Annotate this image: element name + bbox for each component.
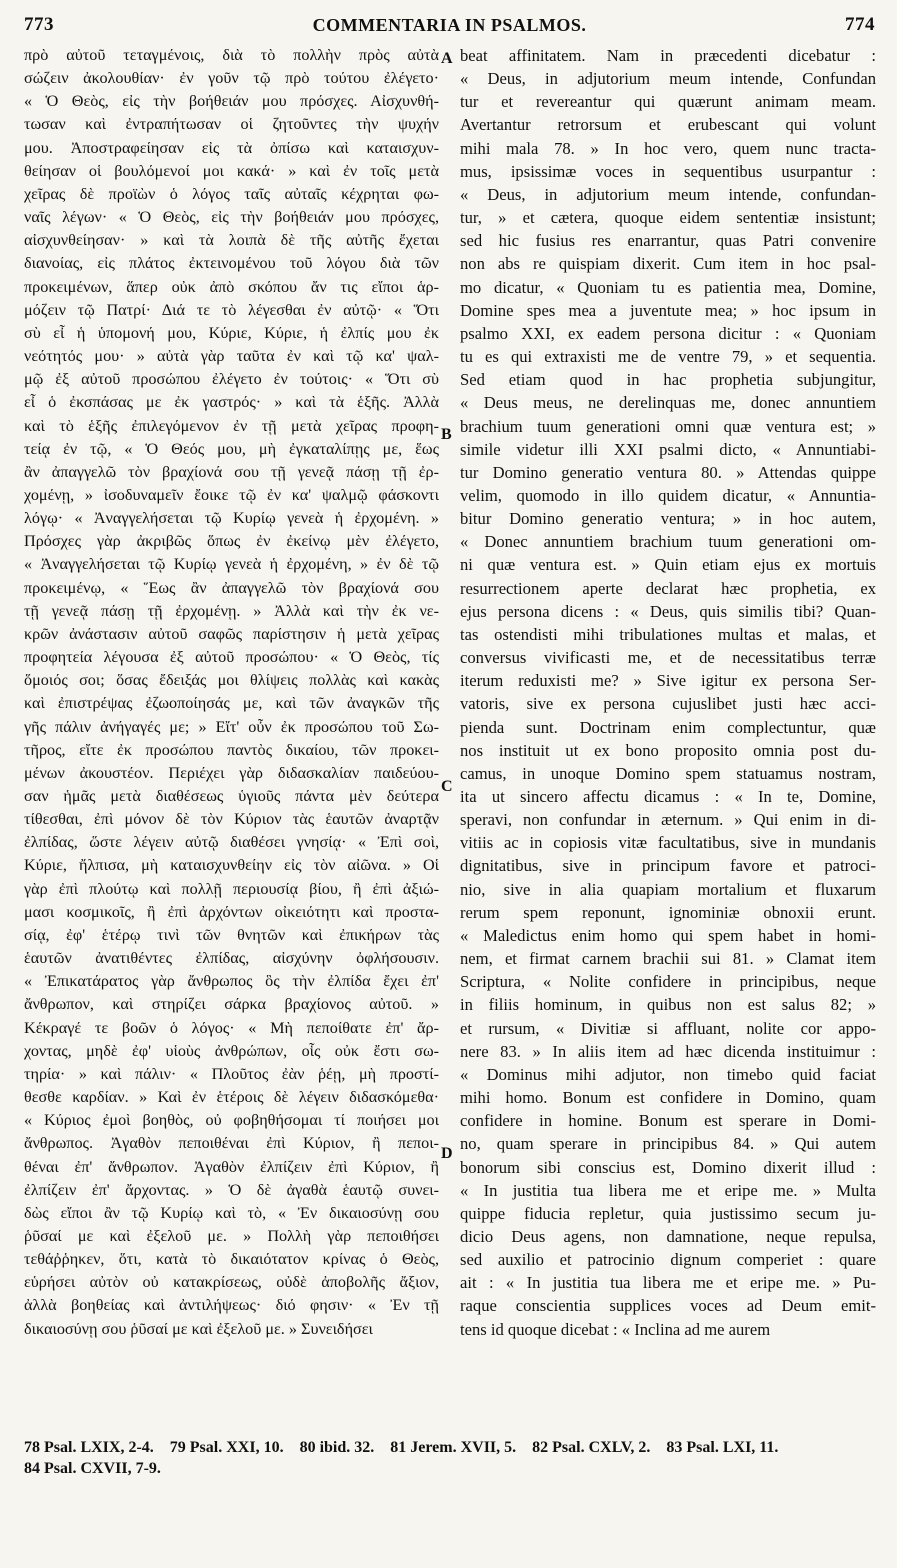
- greek-text-line: « Ὁ Θεὸς, εἰς τὴν βοήθειάν μου πρόσχες. Αἰσχυνθή-: [24, 92, 439, 111]
- latin-text-line: speravi, non confundar in æternum. » Qui enim in di-: [460, 810, 876, 830]
- greek-text-line: τεθάῤῥηκεν, ὅτι, κατὰ τὸ δικαιότατον κρίνας ὁ Θεὸς,: [24, 1250, 439, 1269]
- greek-text-line: τείᾳ ἐν τῷ, « Ὁ Θεός μου, μὴ ἐγκαταλίπῃς με, ἕως: [24, 439, 439, 458]
- latin-text-line: tur et revereantur qui quærunt animam meam.: [460, 92, 876, 112]
- greek-text-line: εὑρήσει αὐτὸν οὐ κατακρίσεως, οὐδὲ ἀποβολῆς ἄξιον,: [24, 1273, 439, 1292]
- greek-text-line: ἐλπίδας, ὥστε λέγειν αὐτῷ διαθέσει γνησίᾳ· « Ἐπὶ σοὶ,: [24, 833, 439, 852]
- latin-text-line: brachium tuum generationi omni quæ ventura est; »: [460, 416, 876, 436]
- latin-text-line: tas ostendisti mihi tribulationes multas et malas, et: [460, 624, 876, 644]
- latin-text-line: vatoris, sive ex persona cujuslibet justi hæc acci-: [460, 694, 876, 714]
- latin-text-line: ni quæ ventura est. » Quin etiam ejus ex mortuis: [460, 555, 876, 575]
- page-header: [24, 10, 875, 40]
- latin-text-line: quippe fiducia repletur, quia justissimo secum ju-: [460, 1203, 876, 1223]
- footnote: 78 Psal. LXIX, 2-4.: [24, 1439, 154, 1456]
- latin-text-line: dicio Deus agens, non damnatione, neque repulsa,: [460, 1226, 876, 1246]
- latin-text-line: « Deus, in adjutorium meum intende, Confundan: [460, 69, 876, 89]
- greek-text-line: σὺ εἶ ἡ ὑπομονή μου, Κύριε, Κύριε, ἡ ἐλπίς μου ἐκ: [24, 323, 439, 342]
- latin-text-line: Sed etiam quod in hac prophetia subjungitur,: [460, 370, 876, 390]
- greek-text-line: ναῖς λέγων· « Ὁ Θεὸς, εἰς τὴν βοήθειάν μου πρόσχες,: [24, 208, 439, 227]
- greek-text-line: « Ἀναγγελήσεται τῷ Κυρίῳ γενεὰ ἡ ἐρχομένη, » ἐν δὲ τῷ: [24, 555, 439, 574]
- greek-text-line: μῷ ἐξ αὐτοῦ προσώπου ἐλέγετο ἐν τούτοις· « Ὅτι σὺ: [24, 370, 439, 389]
- latin-text-line: tur, » et cætera, quoque eidem sententiæ insistunt;: [460, 208, 876, 228]
- latin-text-line: raque conscientia supplices voces ad Deum emit-: [460, 1296, 876, 1316]
- greek-text-line: δικαιοσύνῃ σου ῥῦσαί με καὶ ἐξελοῦ με. » Συνειδήσει: [24, 1319, 373, 1338]
- latin-text-line: bitur Domino generatio ventura; » in hoc autem,: [460, 509, 876, 529]
- latin-text-line: « In justitia tua libera me et eripe me. » Multa: [460, 1180, 876, 1200]
- latin-text-line: ait : « In justitia tua libera me et eripe me. » Pu-: [460, 1273, 876, 1293]
- latin-text-line: ita ut sincero affectu dicamus : « In te, Domine,: [460, 787, 876, 806]
- greek-text-line: χεῖρας δὲ προϊὼν ὁ λόγος ταῖς αὐταῖς κέχρηται φω-: [24, 184, 439, 203]
- greek-text-line: τῆρος, εἴτε ἐκ προσώπου παντὸς δικαίου, τῶν προκει-: [24, 740, 439, 759]
- greek-text-line: ἐλπίζειν ἐπ' ἄρχοντας. » Ὁ δὲ ἀγαθὰ ἑαυτῷ συνει-: [24, 1180, 439, 1199]
- greek-text-line: χομένῃ, » ἰσοδυναμεῖν ἔοικε τῷ ἐν κα' ψαλμῷ φάσκοντι: [24, 485, 439, 504]
- latin-text-line: nem, et firmat carnem brachii sui 81. » Clamat item: [460, 949, 876, 969]
- latin-text-line: conversus vivificasti me, et de necessitatibus terræ: [460, 648, 876, 668]
- footnote: 81 Jerem. XVII, 5.: [390, 1439, 517, 1456]
- greek-text-line: καὶ ἐπιστρέψας ἐζωοποίησάς με, καὶ τῶν ἀναγκῶν τῆς: [24, 694, 439, 713]
- footnote: 80 ibid. 32.: [299, 1439, 375, 1456]
- footnote-row: [24, 1437, 875, 1458]
- latin-text-line: mus, ipsissimæ voces in sequentibus usurpantur :: [460, 161, 876, 181]
- greek-text-line: καὶ τὸ ἑξῆς ἐπιλεγόμενον ἐν τῇ μετὰ χεῖρας προφη-: [24, 416, 439, 435]
- latin-text-line: velim, quomodo in illo quidem dicatur, « Annuntia-: [460, 485, 876, 505]
- footnote: 82 Psal. CXLV, 2.: [532, 1439, 651, 1456]
- greek-text-line: τίθεσθαι, ἐπὶ μόνον δὲ τὸν Κύριον τὰς ἑαυτῶν ἀναρτᾷν: [24, 810, 439, 829]
- latin-text-line: resurrectionem aperte declarat hæc prophetia, ex: [460, 578, 876, 598]
- latin-text-line: Avertantur retrorsum et erubescant qui volunt: [460, 115, 876, 135]
- greek-text-line: τῇ γενεᾷ πάσῃ τῇ ἐρχομένῃ. » Ἀλλὰ καὶ τὴν ἐκ νε-: [24, 601, 439, 620]
- latin-text-line: confidere in homine. Bonum est sperare in Domi-: [460, 1111, 876, 1131]
- greek-text-line: πρὸ αὐτοῦ τεταγμένοις, διὰ τὸ πολλὴν πρὸς αὐτὰ: [24, 46, 439, 64]
- latin-text-line: pienda sunt. Doctrinam enim complectuntur, quæ: [460, 717, 876, 737]
- greek-text-line: μασι κοσμικοῖς, ἢ ἐπὶ ἀρχόντων οἰκειότητι καὶ προστα-: [24, 902, 439, 921]
- latin-text-line: psalmo XXI, ex eadem persona dicitur : « Quoniam: [460, 323, 876, 343]
- latin-text-line: Domine spes mea a juventute mea; » hoc ipsum in: [460, 300, 876, 320]
- greek-text-line: δὼς εἴποι ἂν τῷ Κυρίῳ καὶ τὸ, « Ἐν δικαιοσύνῃ σου: [24, 1203, 439, 1222]
- greek-text-line: « Κύριος ἐμοὶ βοηθὸς, οὐ φοβηθήσομαι τί ποιήσει μοι: [24, 1111, 439, 1130]
- latin-text-line: ejus persona dicens : « Deus, quis similis tibi? Quan-: [460, 601, 876, 621]
- latin-text-line: « Deus meus, ne derelinquas me, donec annuntiem: [460, 393, 876, 413]
- footnote-row: [24, 1458, 875, 1479]
- greek-column: [24, 44, 439, 1341]
- greek-text-line: μένων ἀκουστέον. Περιέχει γὰρ διδασκαλίαν παιδεύου-: [24, 763, 439, 782]
- greek-text-line: μου. Ἀποστραφείησαν εἰς τὰ ὀπίσω καὶ καταισχυν-: [24, 138, 439, 157]
- latin-text-line: et rursum, « Divitiæ si affluant, nolite cor appo-: [460, 1018, 876, 1038]
- latin-text-line: rerum spem reponunt, ignominiæ obnoxii erunt.: [460, 902, 876, 922]
- latin-text-line: tur Domino generatio ventura 80. » Attendas quippe: [460, 462, 876, 482]
- greek-text-line: διανοίας, εἰς πλάτος ἐκτεινομένου τοῦ λόγου διὰ τῶν: [24, 254, 439, 273]
- greek-text-line: γὰρ ἐπὶ πλούτῳ καὶ πολλῇ περιουσίᾳ βίου, ἢ ἐπὶ ἀξιώ-: [24, 879, 439, 898]
- greek-text-line: χοντας, μηδὲ ἐφ' υἱοὺς ἀνθρώπων, οἷς οὐκ ἔστι σω-: [24, 1041, 439, 1060]
- latin-text-line: non abs re quispiam dixerit. Cum item in hoc psal-: [460, 254, 876, 274]
- greek-text-line: ῥῦσαί με καὶ ἐξελοῦ με. » Πολλὴ γὰρ πεποιθήσει: [24, 1226, 439, 1245]
- latin-text-line: mo dicatur, « Quoniam tu es patientia mea, Domine,: [460, 277, 876, 297]
- greek-text-line: προκειμένων, ἅπερ οὐκ ἀπὸ σκόπου ἄν τις εἴποι ἁρ-: [24, 277, 439, 296]
- greek-text-line: ἀλλὰ βοηθείας καὶ ἀντιλήψεως· διό φησιν· « Ἐν τῇ: [24, 1296, 439, 1315]
- greek-text-line: θείησαν οἱ βουλόμενοί μοι κακά· » καὶ ἐν τοῖς μετὰ: [24, 161, 439, 180]
- greek-text-line: Κύριε, ἤλπισα, μὴ καταισχυνθείην εἰς τὸν αἰῶνα. » Οἱ: [24, 856, 439, 875]
- latin-text-line: Scriptura, « Nolite confidere in principibus, neque: [460, 972, 876, 992]
- latin-text-line: dignitatibus, sive in principum favore et patroci-: [460, 856, 876, 876]
- latin-column: [460, 44, 876, 1341]
- greek-text-line: ὅμοιός σοι; ὅσας ἔδειξάς μοι θλίψεις πολλὰς καὶ κακὰς: [24, 671, 439, 690]
- greek-text-line: αἰσχυνθείησαν· » καὶ τὰ λοιπὰ δὲ τῆς αὐτῆς ἔχεται: [24, 231, 439, 250]
- left-page-number: 773: [24, 14, 54, 35]
- latin-text-line: « Donec annuntiem brachium tuum generationi om-: [460, 532, 876, 552]
- latin-text-line: nere 83. » In aliis item ad hæc dicenda instituimur :: [460, 1041, 876, 1061]
- greek-text-line: « Ἐπικατάρατος γὰρ ἄνθρωπος ὃς τὴν ἐλπίδα ἔχει ἐπ': [24, 972, 439, 991]
- latin-text-line: sed hic fusius res enarrantur, quas Patri convenire: [460, 231, 876, 251]
- greek-text-line: νεότητός μου· » αὐτὰ γὰρ ταῦτα ἐν καὶ τῷ κα' ψαλ-: [24, 347, 439, 366]
- greek-text-line: μόζειν τῷ Πατρί· Διά τε τὸ λέγεσθαι ἐν αὐτῷ· « Ὅτι: [24, 300, 439, 319]
- greek-text-line: θεσθε καρδίαν. » Καὶ ἐν ἑτέροις δὲ λέγειν διδασκόμεθα·: [24, 1088, 439, 1107]
- greek-text-line: ἄνθρωπον, καὶ στηρίζει σάρκα βραχίονος αὐτοῦ. »: [24, 995, 439, 1014]
- greek-text-line: λόγῳ· « Ἀναγγελήσεται τῷ Κυρίῳ γενεὰ ἡ ἐρχομένη. »: [24, 509, 439, 528]
- latin-text-line: nio, sive in alia quapiam mortalium et fluxarum: [460, 879, 876, 899]
- footnote: 84 Psal. CXVII, 7-9.: [24, 1460, 161, 1477]
- latin-text-line: mihi homo. Bonum est confidere in Domino, quam: [460, 1088, 876, 1108]
- right-page-number: 774: [845, 14, 875, 35]
- latin-text-line: vitiis ac in copiosis vitæ facultatibus, sive in mundanis: [460, 833, 876, 853]
- greek-text-line: γῆς πάλιν ἀνήγαγές με; » Εἴτ' οὖν ἐκ προσώπου τοῦ Σω-: [24, 717, 439, 736]
- footnote: 79 Psal. XXI, 10.: [169, 1439, 284, 1456]
- latin-text-line: « Dominus mihi adjutor, non timebo quid faciat: [460, 1064, 876, 1084]
- latin-text-line: tu es qui extraxisti me de ventre 79, » et sequentia.: [460, 347, 876, 367]
- footnotes: [24, 1437, 875, 1479]
- greek-text-line: προφητεία λέγουσα ἐξ αὐτοῦ προσώπου· « Ὁ Θεὸς, τίς: [24, 648, 439, 667]
- running-title: COMMENTARIA IN PSALMOS.: [312, 14, 587, 35]
- footnote: 83 Psal. LXI, 11.: [666, 1439, 779, 1456]
- latin-text-line: in filiis hominum, in quibus non est salus 82; »: [460, 995, 876, 1015]
- greek-text-line: εἶ ὁ ἐκσπάσας με ἐκ γαστρός· » καὶ τὰ ἑξῆς. Ἀλλὰ: [24, 393, 439, 412]
- greek-text-line: τηρία· » καὶ πάλιν· « Πλοῦτος ἐὰν ῥέῃ, μὴ προστί-: [24, 1064, 439, 1083]
- greek-text-line: Κέκραγέ τε βοῶν ὁ λόγος· « Μὴ πεποίθατε ἐπ' ἄρ-: [24, 1018, 439, 1037]
- greek-text-line: Πρόσχες γὰρ ἀκριβῶς ὅπως ἐν ἐκείνῳ μὲν ἐλέγετο,: [24, 532, 439, 551]
- latin-text-line: iterum reduxisti me? » Sive igitur ex persona Ser-: [460, 671, 876, 691]
- latin-text-line: « Maledictus enim homo qui spem habet in homi-: [460, 925, 876, 945]
- section-marker-d: D: [441, 1145, 453, 1162]
- latin-text-line: bonorum sibi conscius est, Domino dixerit illud :: [460, 1157, 876, 1177]
- latin-text-line: mihi mala 78. » In hoc vero, quem nunc tracta-: [460, 138, 876, 158]
- section-marker-b: B: [441, 426, 452, 443]
- section-marker-c: C: [441, 778, 453, 795]
- latin-text-line: camus, in unoque Domino spem statuamus nostram,: [460, 763, 876, 783]
- section-marker-a: A: [441, 50, 453, 67]
- greek-text-line: ἄνθρωπος. Ἀγαθὸν πεποιθέναι ἐπὶ Κύριον, ἢ πεποι-: [24, 1134, 439, 1153]
- latin-text-line: « Deus, in adjutorium meum intende, confundan-: [460, 184, 876, 204]
- greek-text-line: ἑαυτῶν ἀνατιθέντες ἐλπίδας, αἰσχύνην ὀφλήσουσιν.: [24, 949, 439, 968]
- latin-text-line: no, quam sperare in principibus 84. » Qui autem: [460, 1134, 876, 1154]
- latin-text-line: sed auxilio et patrocinio dignum comperiet : quare: [460, 1250, 876, 1270]
- latin-text-line: beat affinitatem. Nam in præcedenti dicebatur :: [460, 46, 876, 65]
- greek-text-line: τωσαν καὶ ἐντραπήτωσαν οἱ ζητοῦντες τὴν ψυχήν: [24, 115, 439, 134]
- greek-text-line: σώζειν ἀκολουθίαν· ἐν γοῦν τῷ πρὸ τούτου ἐλέγετο·: [24, 69, 439, 88]
- greek-text-line: σαν ἡμᾶς μετὰ διαθέσεως ὑγιοῦς πάντα μὲν δεύτερα: [24, 787, 439, 805]
- greek-text-line: προκειμένῳ, « Ἕως ἂν ἀπαγγελῶ τὸν βραχίονά σου: [24, 578, 439, 597]
- latin-text-line: nos instituit ut ex bono proposito omnia post du-: [460, 740, 876, 760]
- greek-text-line: θέναι ἐπ' ἄνθρωπον. Ἀγαθὸν ἐλπίζειν ἐπὶ Κύριον, ἢ: [24, 1157, 439, 1176]
- latin-text-line: simile videtur illi XXI psalmi dicto, « Annuntiabi-: [460, 439, 876, 459]
- greek-text-line: κρῶν ἀνάστασιν αὐτοῦ σαφῶς παρίστησιν ἡ μετὰ χεῖρας: [24, 624, 439, 643]
- latin-text-line: tens id quoque dicebat : « Inclina ad me aurem: [460, 1319, 771, 1339]
- greek-text-line: ἂν ἀπαγγελῶ τὸν βραχίονά σου τῇ γενεᾷ πάσῃ τῇ ἐρ-: [24, 462, 439, 481]
- greek-text-line: σίᾳ, ἐφ' ἑτέρῳ τινὶ τῶν θνητῶν καὶ ἐπικήρων τὰς: [24, 925, 439, 944]
